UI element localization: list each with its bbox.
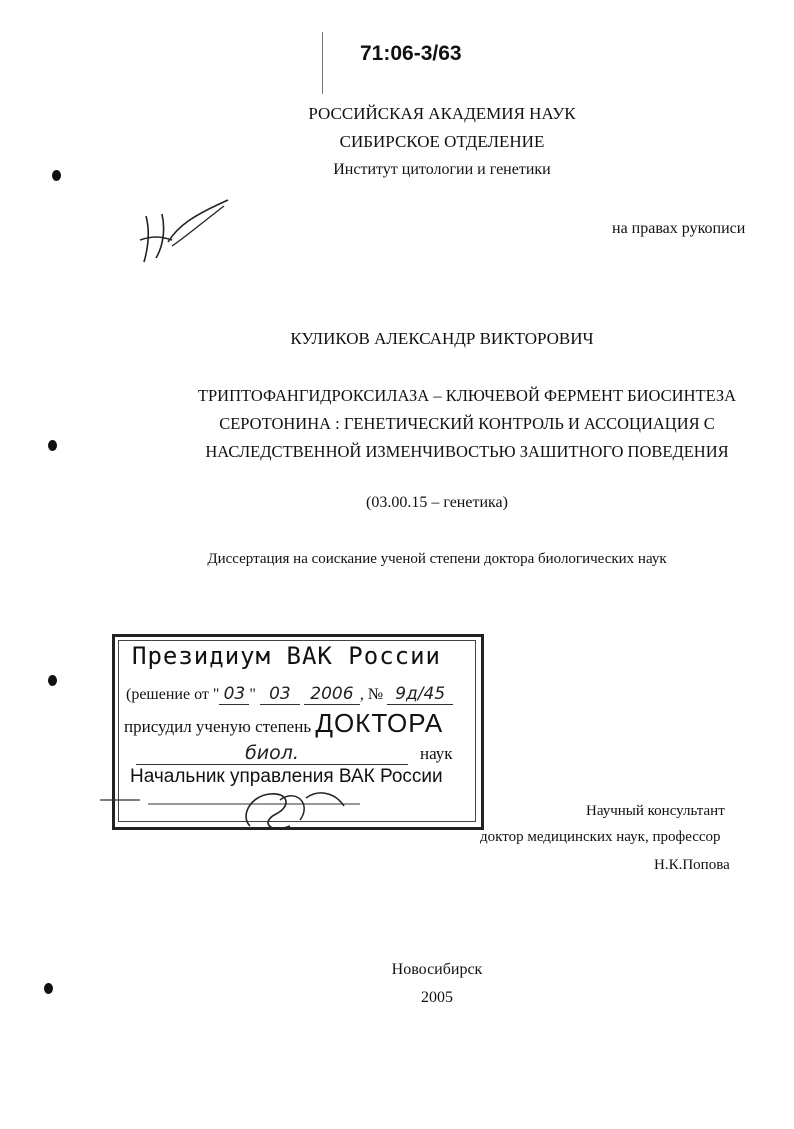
consultant-degree: доктор медицинских наук, профессор [480,829,721,845]
number-label: , № [359,686,384,703]
field-value: биол. [136,742,408,765]
field-suffix: наук [420,744,453,763]
stamp-signature [100,776,360,836]
decision-prefix: (решение от " [126,686,220,703]
stamp-chief: Начальник управления ВАК России [130,766,443,787]
dissertation-statement: Диссертация на соискание ученой степени доктора биологических наук [207,551,667,567]
city: Новосибирск [391,961,483,978]
stamp-title: Президиум ВАК России [132,642,441,670]
academy-name: РОССИЙСКАЯ АКАДЕМИЯ НАУК [308,104,576,123]
year: 2005 [421,989,453,1006]
handwritten-initials [132,196,236,270]
title-line: НАСЛЕДСТВЕННОЙ ИЗМЕНЧИВОСТЬЮ ЗАШИТНОГО ПОВЕДЕНИЯ [205,442,729,461]
branch-name: СИБИРСКОЕ ОТДЕЛЕНИЕ [339,132,545,151]
dissertation-title [150,382,784,466]
stamp-decision [126,684,453,705]
decision-quote: " [249,686,256,703]
specialty-code: (03.00.15 – генетика) [366,494,508,511]
binder-hole [52,170,61,181]
stamp-award [124,708,443,739]
stamp-field-line [130,738,470,766]
award-text: присудил ученую степень [124,717,312,736]
degree-label: ДОКТОРА [315,708,444,738]
decision-number: 9д/45 [387,684,453,705]
binder-hole [48,440,57,451]
institute-name: Институт цитологии и генетики [333,161,551,178]
consultant-role: Научный консультант [586,803,725,819]
margin-line [322,32,323,94]
manuscript-rights: на правах рукописи [612,220,746,237]
title-line: СЕРОТОНИНА : ГЕНЕТИЧЕСКИЙ КОНТРОЛЬ И АССОЦИАЦИЯ С [219,414,715,433]
title-line: ТРИПТОФАНГИДРОКСИЛАЗА – КЛЮЧЕВОЙ ФЕРМЕНТ БИОСИНТЕЗА [197,386,737,405]
decision-day: 03 [219,684,249,705]
archive-code: 71:06-3/63 [360,42,462,65]
binder-hole [48,675,57,686]
decision-year: 2006 [304,684,360,705]
decision-month: 03 [260,684,300,705]
author-name: КУЛИКОВ АЛЕКСАНДР ВИКТОРОВИЧ [290,329,594,348]
consultant-name: Н.К.Попова [654,857,730,873]
